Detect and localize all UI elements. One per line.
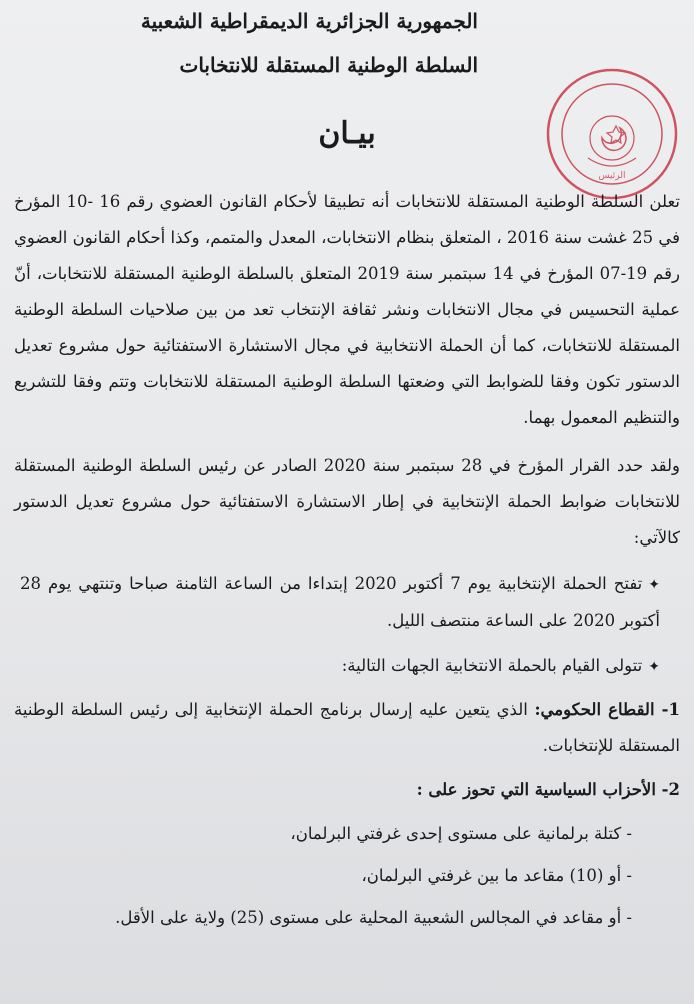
svg-text:الجمهورية الجزائرية الديمقراطي xyxy=(544,66,548,68)
list-item: - أو (10) مقاعد ما بين غرفتي البرلمان، xyxy=(361,866,632,885)
item-government-sector xyxy=(14,692,680,764)
decision-paragraph: ولقد حدد القرار المؤرخ في 28 سبتمبر سنة 2020 الصادر عن رئيس السلطة الوطنية المستقلة للانتخابات ضوابط الحملة الإنتخابية في إطار الاستشارة الاستفتائية حول مشروع تعديل الدستور كالآتي: xyxy=(14,456,681,547)
header-authority-name: السلطة الوطنية المستقلة للانتخابات xyxy=(179,53,478,77)
item-label: 1- القطاع الحكومي: xyxy=(534,700,680,719)
stamp-outer-text xyxy=(544,66,550,69)
list-item: - كتلة برلمانية على مستوى إحدى غرفتي البرلمان، xyxy=(290,824,632,843)
bullet-text: تفتح الحملة الإنتخابية يوم 7 أكتوبر 2020 إبتداءا من الساعة الثامنة صباحا وتنتهي يوم 28 أكتوبر 2020 على الساعة منتصف الليل. xyxy=(20,574,660,630)
item-political-parties-label: 2- الأحزاب السياسية التي تحوز على : xyxy=(416,780,680,799)
list-item: - أو مقاعد في المجالس الشعبية المحلية على مستوى (25) ولاية على الأقل. xyxy=(115,908,632,927)
svg-text:السلطة الوطنية المستقلة للانتخ xyxy=(544,66,550,69)
bullet-text: تتولى القيام بالحملة الانتخابية الجهات التالية: xyxy=(341,656,643,675)
bullet-item xyxy=(20,566,660,639)
stamp-bottom-text: الرئيس xyxy=(598,171,626,181)
intro-paragraph: تعلن السلطة الوطنية المستقلة للانتخابات أنه تطبيقا لأحكام القانون العضوي رقم 16 -10 المؤرخ في 25 غشت سنة 2016 ، المتعلق بنظام الانتخابات، المعدل والمتمم، وكذا أحكام القانون العضوي رقم 19-07 المؤرخ في 14 سبتمبر سنة 2019 المتعلق بالسلطة الوطنية المستقلة للانتخابات، أنّ عملية التحسيس في مجال الانتخابات ونشر ثقافة الإنتخاب تعد من بين صلاحيات السلطة الوطنية المستقلة للانتخابات، كما أن الحملة الانتخابية في مجال الاستشارة الاستفتائية حول مشروع تعديل الدستور تكون وفقا للضوابط التي وضعتها السلطة الوطنية المستقلة للانتخابات وتتم وفقا للتشريع والتنظيم المعمول بهما. xyxy=(14,192,681,427)
stamp-inner-text xyxy=(544,66,548,68)
bullet-item xyxy=(20,648,660,685)
bullet-icon: ✦ xyxy=(648,577,661,593)
document-title: بيـان xyxy=(318,116,376,151)
bullet-icon: ✦ xyxy=(648,659,660,675)
item-text: الذي يتعين عليه إرسال برنامج الحملة الإنتخابية إلى رئيس السلطة الوطنية المستقلة للإنتخابات. xyxy=(14,700,680,755)
header-republic-name: الجمهورية الجزائرية الديمقراطية الشعبية xyxy=(140,9,478,33)
